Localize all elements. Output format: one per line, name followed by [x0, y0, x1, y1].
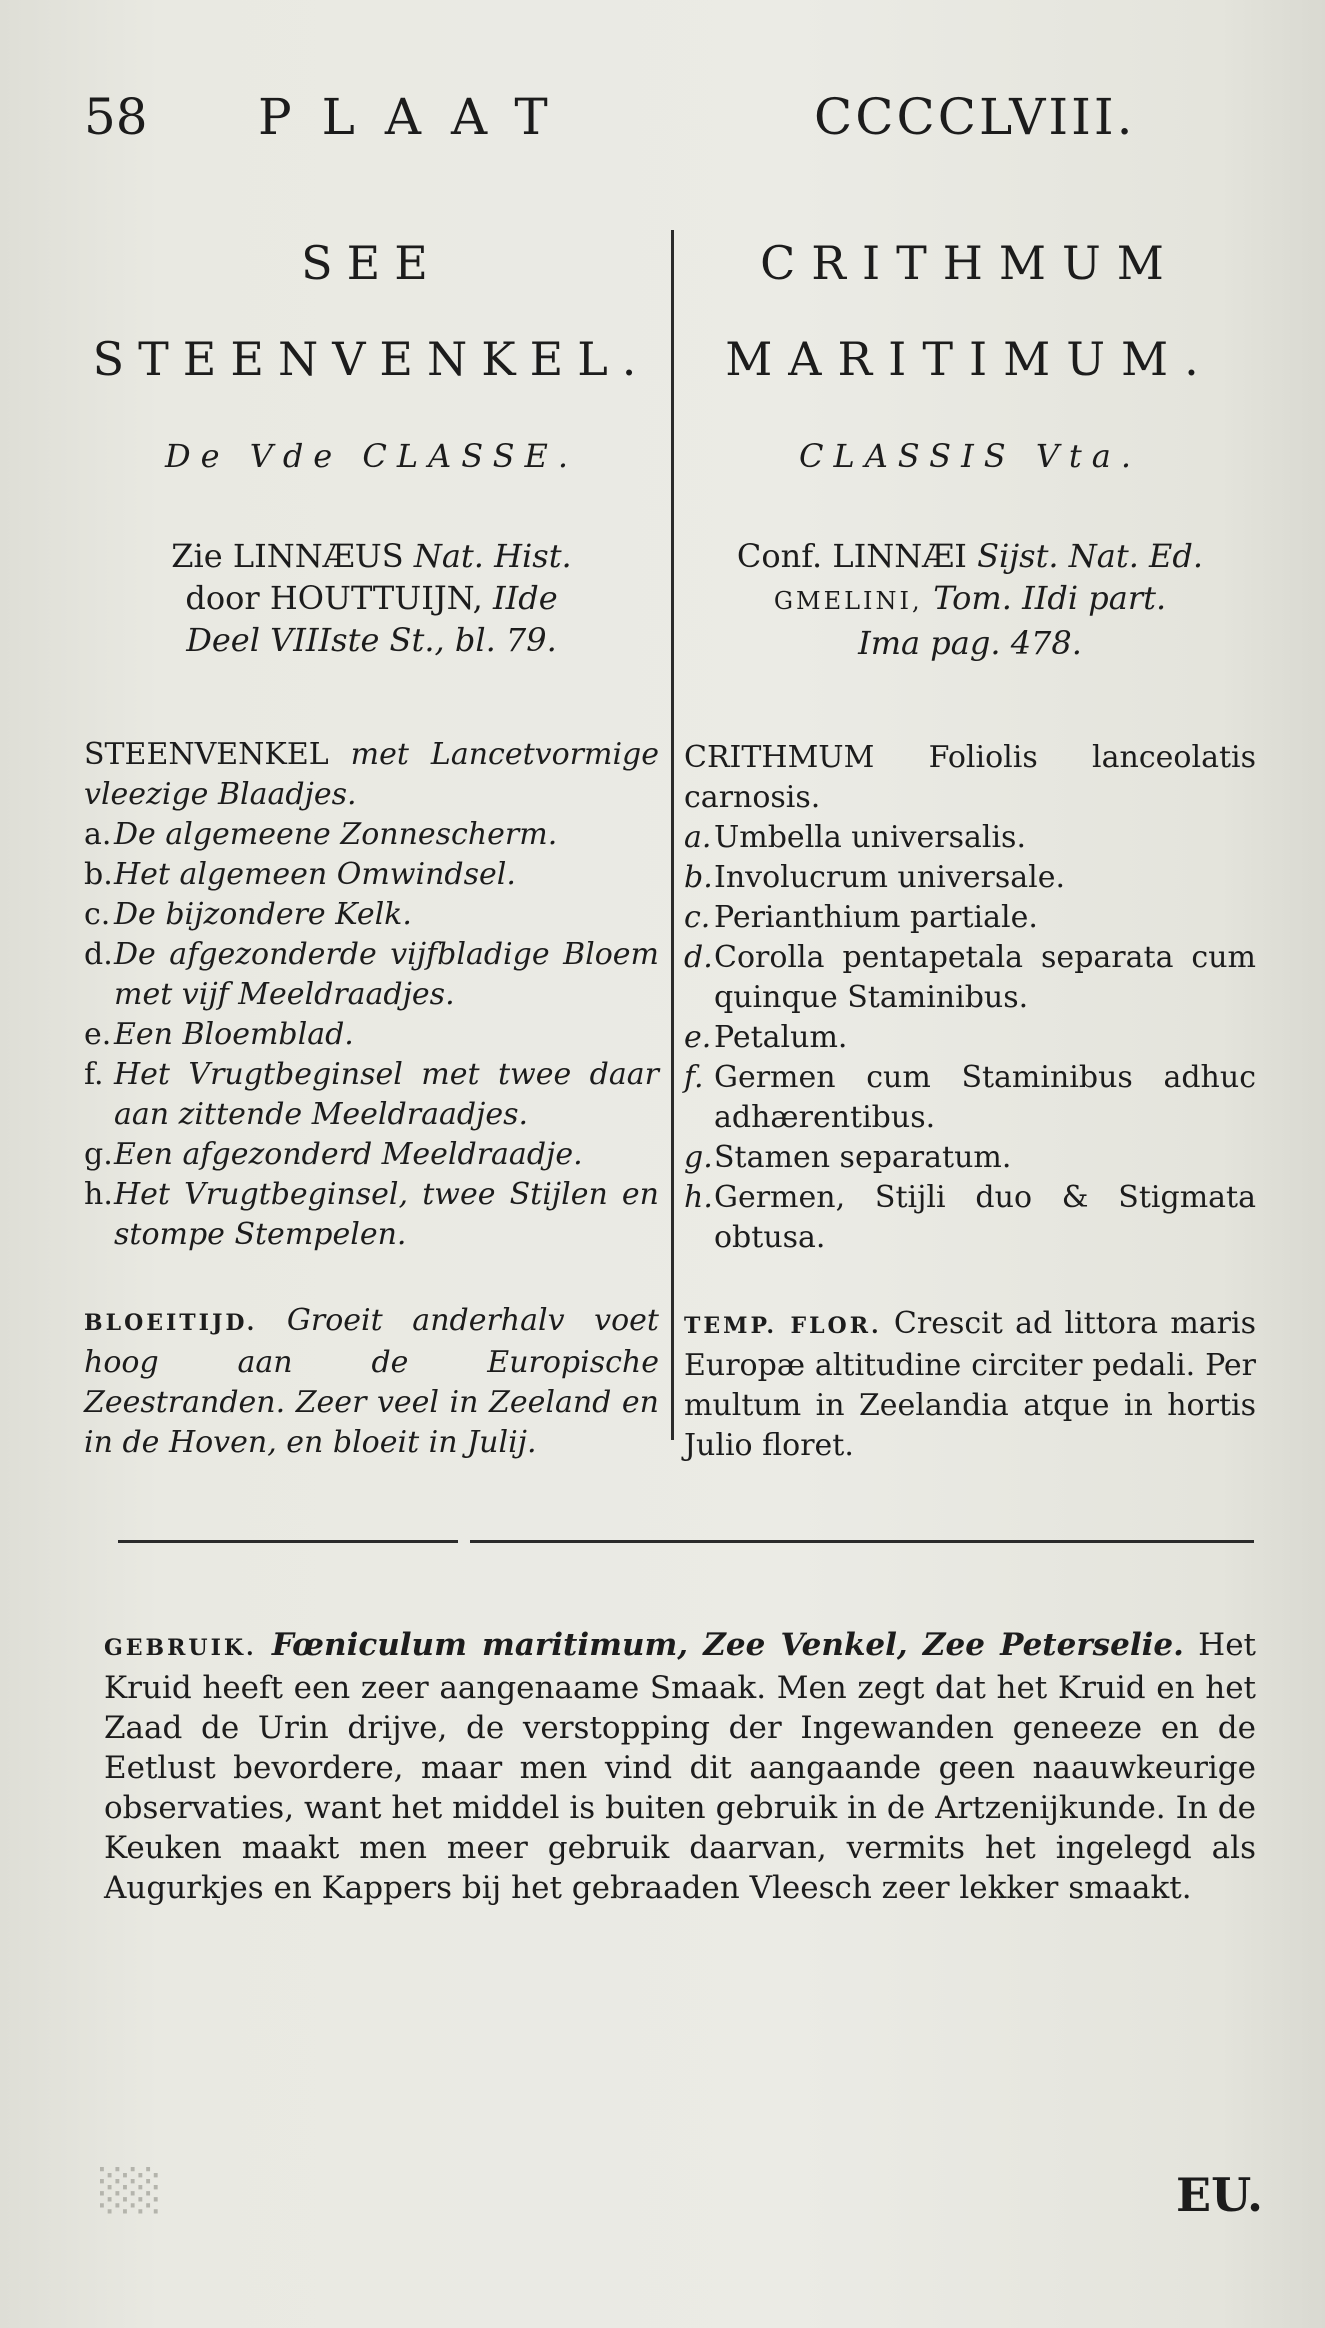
list-item: h. Germen, Stijli duo & Stigmata obtusa.	[684, 1180, 1256, 1255]
latin-desc-title	[684, 738, 1256, 818]
list-item: f. Germen cum Staminibus adhuc adhærentibus.	[684, 1060, 1256, 1135]
list-item: e. Een Bloemblad.	[84, 1017, 354, 1052]
latin-title-line2: MARITIMUM.	[725, 332, 1215, 386]
ref-line3: Ima pag. 478.	[858, 624, 1082, 662]
ref-line1-b: Sijst. Nat. Ed.	[977, 537, 1204, 575]
dutch-genus-name: STEENVENKEL	[84, 737, 329, 772]
ref-line1-a: Zie LINNÆUS	[171, 537, 414, 575]
catchword: EU.	[1176, 2168, 1263, 2222]
dutch-reference	[84, 535, 659, 661]
list-item: d. De afgezonderde vijfbladige Bloem met vijf Meeldraadjes.	[84, 937, 659, 1012]
ref-line1-b: Nat. Hist.	[413, 537, 572, 575]
ref-line2-b: Tom. IIdi part.	[933, 579, 1167, 617]
plate-number: CCCCLVIII.	[814, 88, 1136, 146]
list-item: b. Het algemeen Omwindsel.	[84, 857, 516, 892]
page-number: 58	[84, 88, 148, 146]
dutch-title-line1: SEE	[301, 236, 442, 290]
list-item: a. De algemeene Zonnescherm.	[84, 817, 558, 852]
dutch-desc-rest: met Lancetvormige vleezige Blaadjes.	[84, 737, 659, 812]
list-item: g. Stamen separatum.	[684, 1140, 1012, 1175]
usage-label: GEBRUIK.	[104, 1635, 257, 1661]
list-item: g. Een afgezonderd Meeldraadje.	[84, 1137, 583, 1172]
section-rule-left	[118, 1540, 458, 1543]
latin-desc-rest: Foliolis lanceolatis carnosis.	[684, 740, 1256, 815]
list-item: c. De bijzondere Kelk.	[84, 897, 412, 932]
section-rule-right	[470, 1540, 1254, 1543]
usage-paragraph	[104, 1625, 1256, 1908]
dutch-flowering-text: Groeit anderhalv voet hoog aan de Europische Zeestranden. Zeer veel in Zeeland en in de Hoven, en bloeit in Julij.	[84, 1303, 659, 1460]
dutch-column	[84, 215, 659, 1463]
dutch-title-line2: STEENVENKEL.	[92, 332, 651, 386]
ref-line1-a: Conf. LINNÆI	[736, 537, 978, 575]
show-through-mark: ░░	[100, 2168, 162, 2214]
ref-line2-b: IIde	[492, 579, 558, 617]
running-title: PLAAT	[258, 88, 578, 146]
latin-description	[684, 738, 1256, 1258]
latin-flowering	[684, 1304, 1256, 1466]
column-divider	[671, 230, 674, 1440]
latin-genus-name: CRITHMUM	[684, 740, 875, 775]
latin-class-heading: CLASSIS Vta.	[798, 437, 1142, 475]
list-item: f. Het Vrugtbeginsel met twee daar aan zittende Meeldraadjes.	[84, 1057, 659, 1132]
usage-text: Het Kruid heeft een zeer aangenaame Smaak. Men zegt dat het Kruid en het Zaad de Urin drijve, de verstopping der Ingewanden geneeze en de Eetlust bevordere, maar men vind dit aangaande geen naauwkeurige observaties, want het middel is buiten gebruik in de Artzenijkunde. In de Keuken maakt men meer gebruik daarvan, vermits het ingelegd als Augurkjes en Kappers bij het gebraaden Vleesch zeer lekker smaakt.	[104, 1627, 1256, 1906]
dutch-desc-title	[84, 735, 659, 815]
usage-names: Fœniculum maritimum, Zee Venkel, Zee Peterselie.	[256, 1627, 1184, 1663]
dutch-description	[84, 735, 659, 1255]
page-header	[84, 88, 1264, 158]
latin-title-line1: CRITHMUM	[760, 236, 1180, 290]
list-item: a. Umbella universalis.	[684, 820, 1026, 855]
ref-line2-a: GMELINI,	[773, 587, 934, 615]
ref-line2-a: door HOUTTUIJN,	[185, 579, 493, 617]
list-item: b. Involucrum universale.	[684, 860, 1065, 895]
latin-column	[684, 215, 1256, 1466]
dutch-flowering-label: BLOEITIJD.	[84, 1310, 258, 1336]
list-item: h. Het Vrugtbeginsel, twee Stijlen en stompe Stempelen.	[84, 1177, 659, 1252]
list-item: c. Perianthium partiale.	[684, 900, 1038, 935]
latin-flowering-text: Crescit ad littora maris Europæ altitudine circiter pedali. Per multum in Zeelandia atque in hortis Julio floret.	[684, 1306, 1257, 1463]
latin-flowering-label: TEMP. FLOR.	[684, 1313, 882, 1339]
dutch-class-heading: De Vde CLASSE.	[164, 437, 579, 475]
latin-reference	[684, 535, 1256, 664]
list-item: e. Petalum.	[684, 1020, 848, 1055]
ref-line3: Deel VIIIste St., bl. 79.	[186, 621, 557, 659]
list-item: d. Corolla pentapetala separata cum quinque Staminibus.	[684, 940, 1256, 1015]
dutch-flowering	[84, 1301, 659, 1463]
